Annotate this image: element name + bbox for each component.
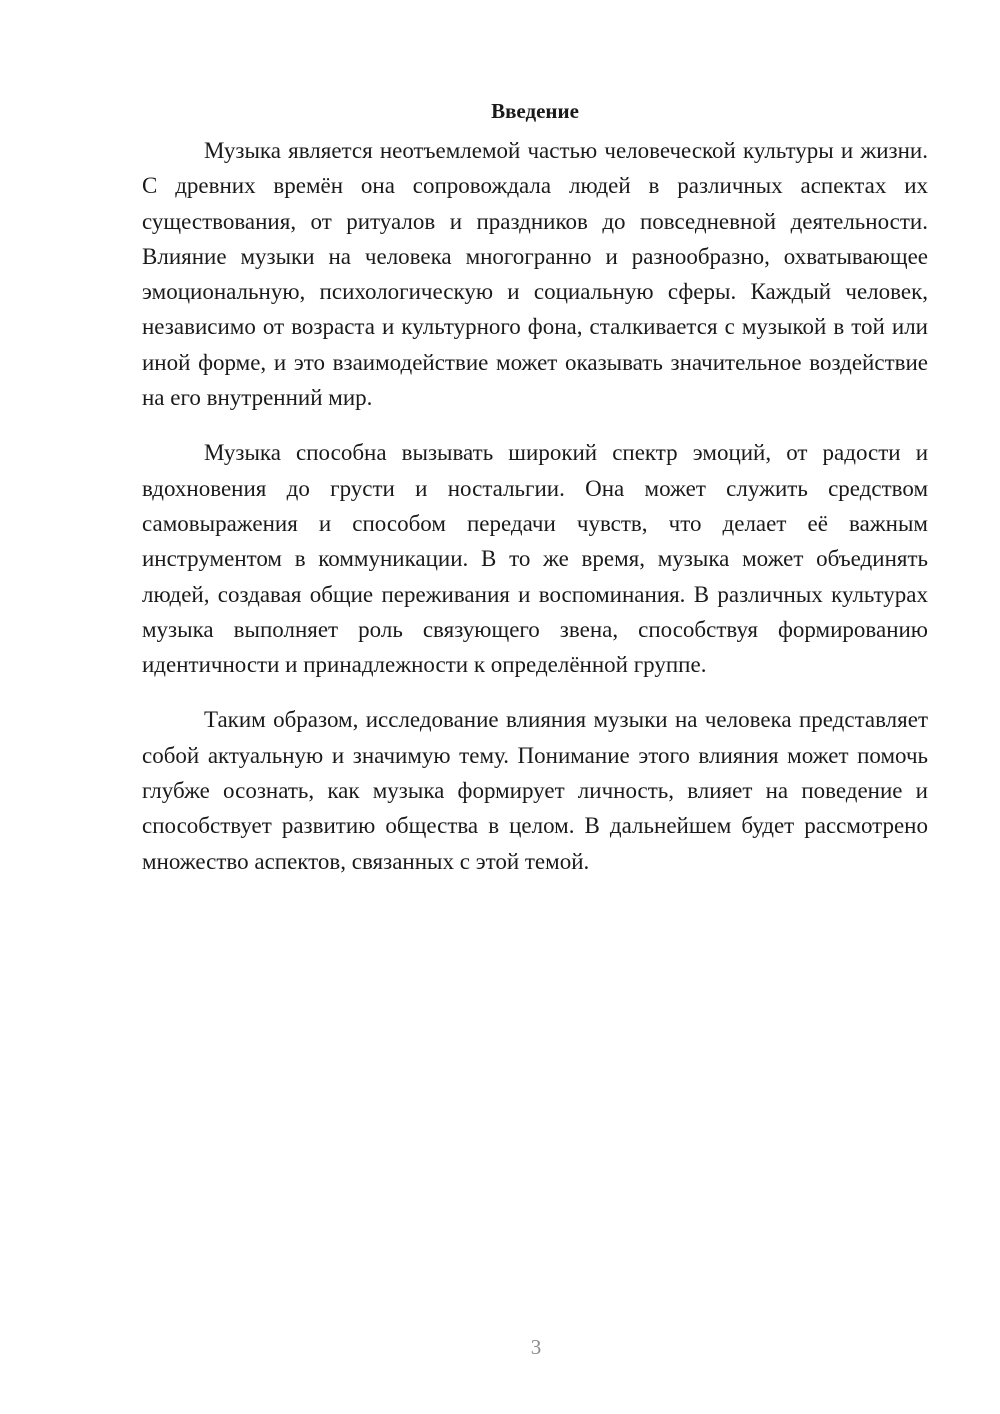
paragraph-3: Таким образом, исследование влияния музыки на человека представляет собой актуальную и значимую тему. Понимание этого влияния может помочь глубже осознать, как музыка формирует личность, влияет на поведение и способствует развитию общества в целом. В дальнейшем будет рассмотрено множество аспектов, связанных с этой темой.	[142, 707, 928, 874]
section-heading: Введение	[491, 99, 579, 123]
paragraph-2: Музыка способна вызывать широкий спектр эмоций, от радости и вдохновения до грусти и ностальгии. Она может служить средством самовыражения и способом передачи чувств, что делает её важным инструментом в коммуникации. В то же время, музыка может объединять людей, создавая общие переживания и воспоминания. В различных культурах музыка выполняет роль связующего звена, способствуя формированию идентичности и принадлежности к определённой группе.	[142, 440, 928, 678]
page-number: 3	[530, 1335, 542, 1359]
page-content	[142, 92, 928, 899]
paragraph-1: Музыка является неотъемлемой частью человеческой культуры и жизни. С древних времён она сопровождала людей в различных аспектах их существования, от ритуалов и праздников до повседневной деятельности. Влияние музыки на человека многогранно и разнообразно, охватывающее эмоциональную, психологическую и социальную сферы. Каждый человек, независимо от возраста и культурного фона, сталкивается с музыкой в той или иной форме, и это взаимодействие может оказывать значительное воздействие на его внутренний мир.	[142, 138, 928, 411]
